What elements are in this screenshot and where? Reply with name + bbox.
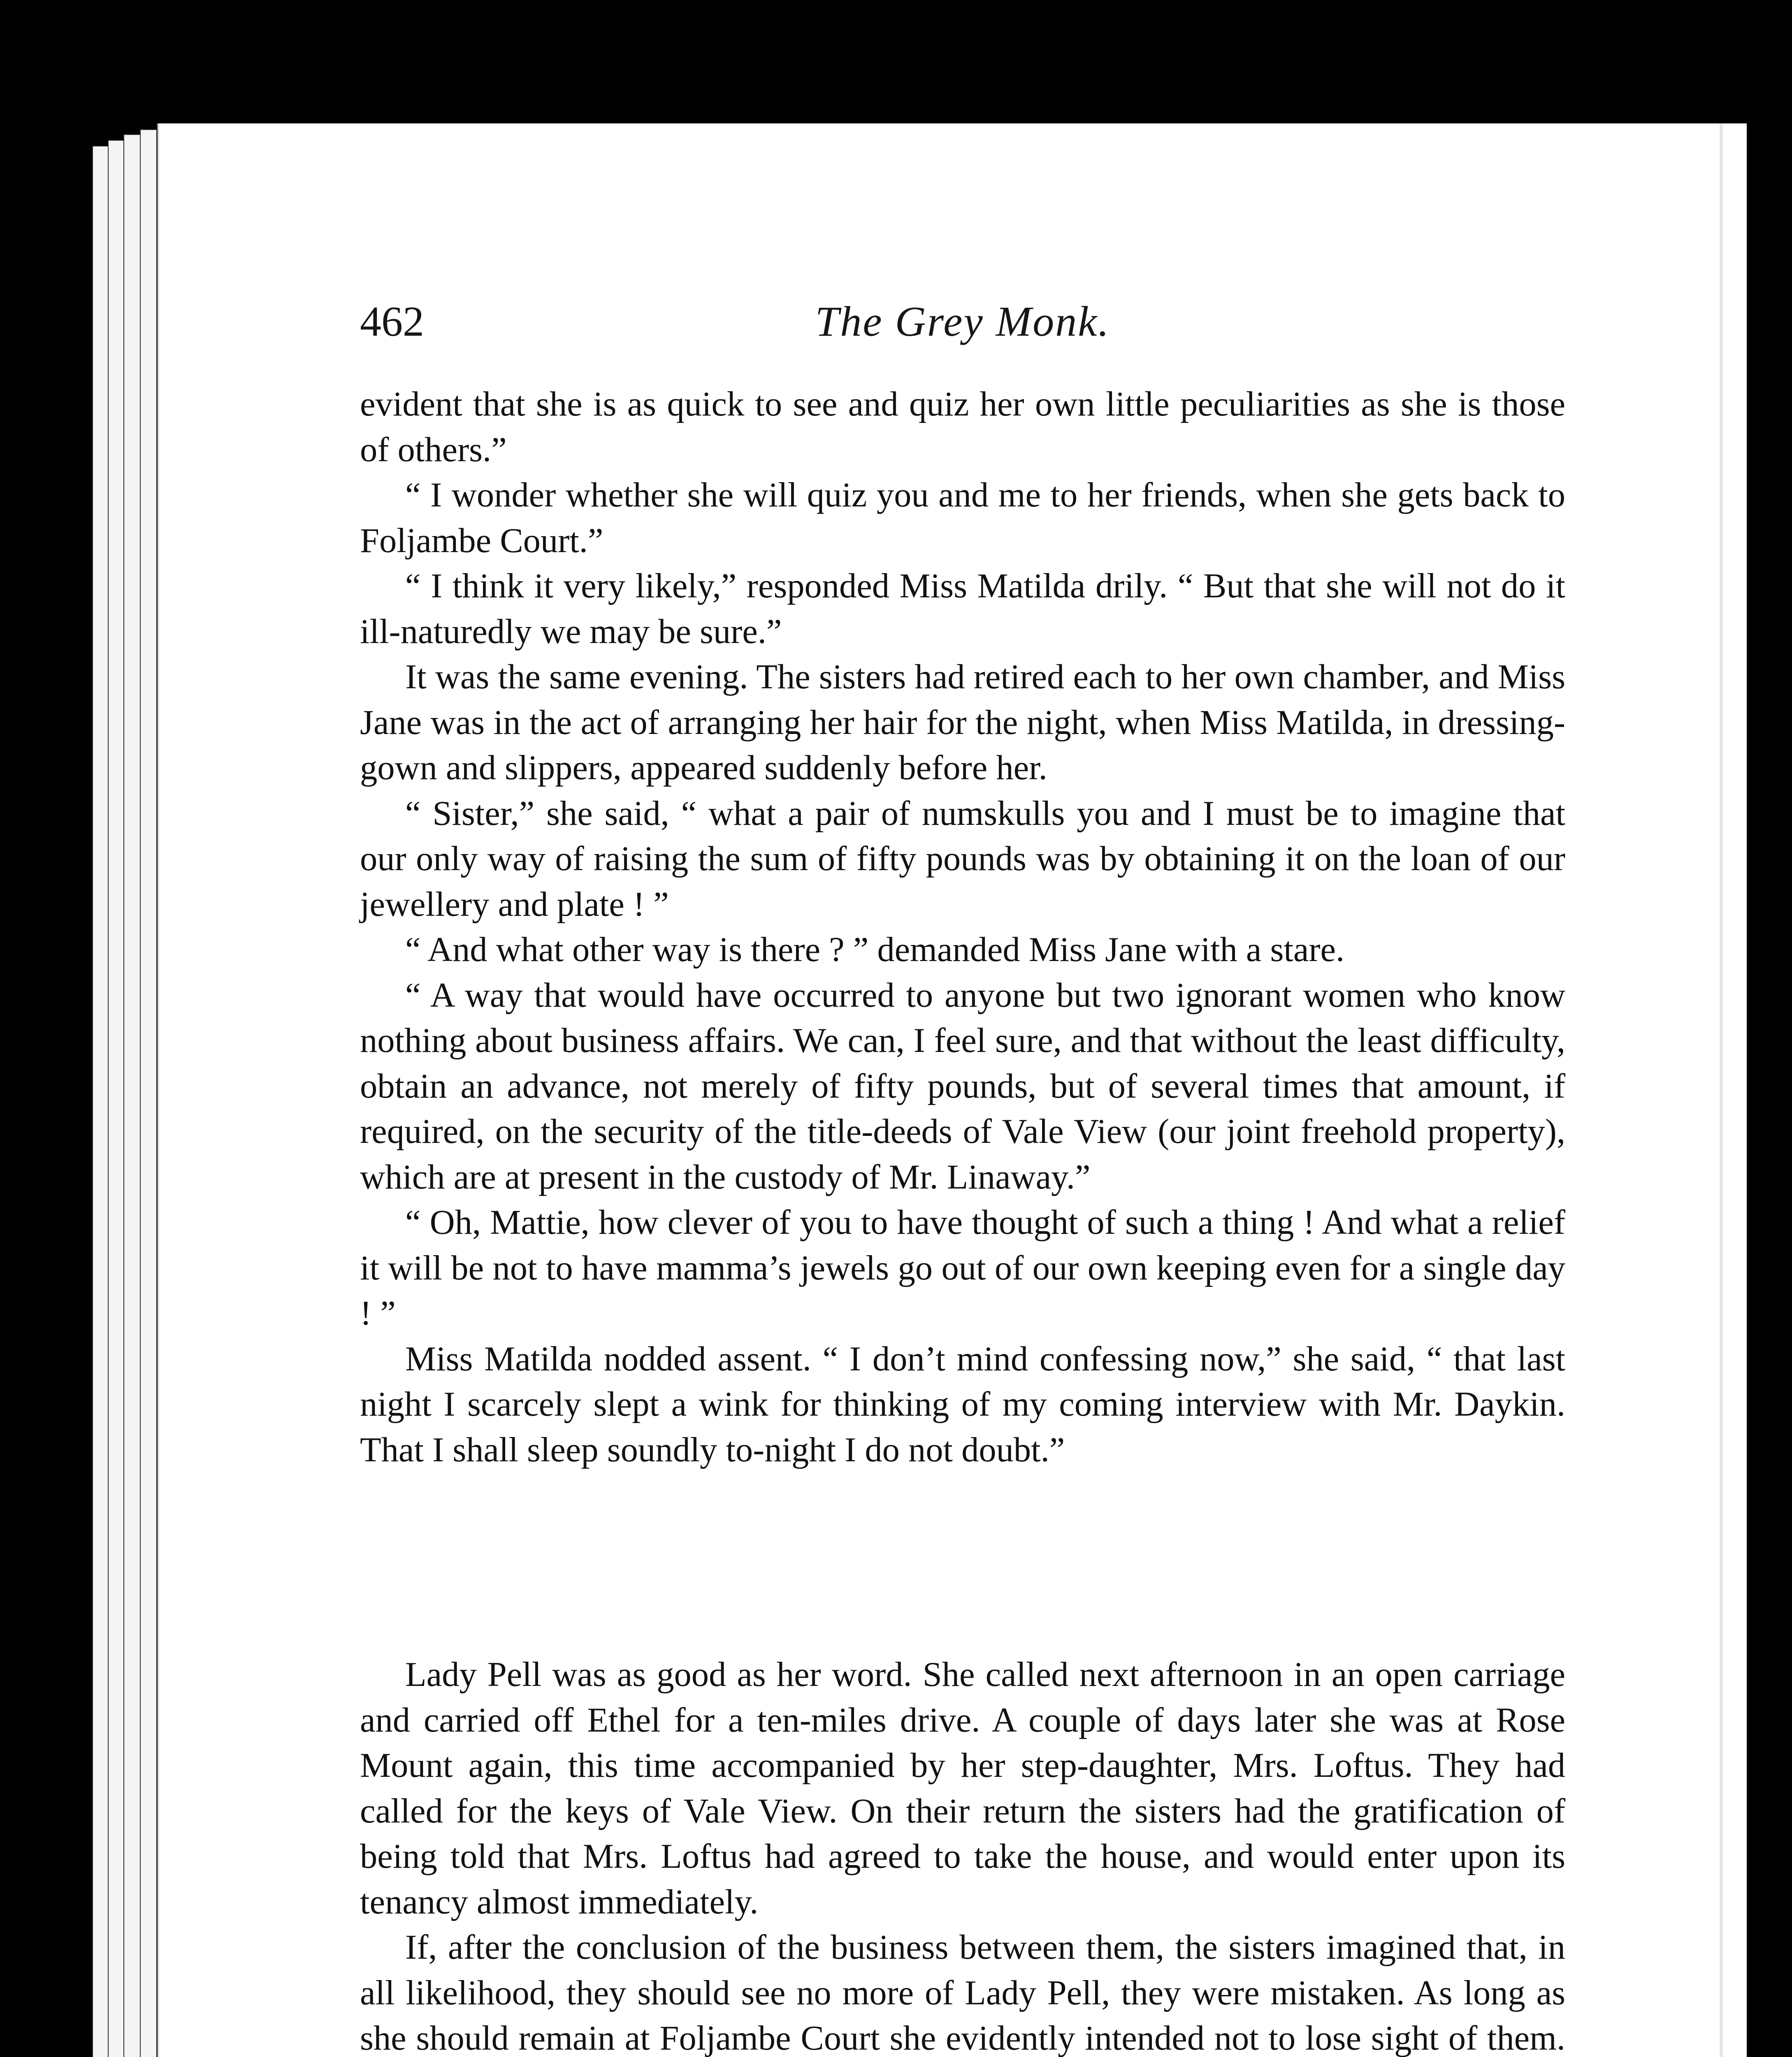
paragraph: “ I think it very likely,” responded Miss Matilda drily. “ But that she will not do it ill-naturedly we may be sure.” xyxy=(360,567,1565,651)
paragraph: “ And what other way is there ? ” demanded Miss Jane with a stare. xyxy=(405,931,1345,969)
paragraph: If, after the conclusion of the business between them, the sisters imagined that, in all likelihood, they should see no more of Lady Pell, they were mistaken. As long as she should remain at Foljambe Court she evidently intended not to lose sight of them. xyxy=(360,1928,1565,2057)
running-title: The Grey Monk. xyxy=(815,298,1110,345)
body-text-section-one xyxy=(360,382,1565,1473)
paragraph: “ A way that would have occurred to anyone but two ignorant women who know nothing about business affairs. We can, I feel sure, and that without the least difficulty, obtain an advance, not merely of fifty pounds, but of several times that amount, if required, on the security of the title-deeds of Vale View (our joint freehold property), which are at present in the custody of Mr. Linaway.” xyxy=(360,976,1565,1196)
body-text-section-two xyxy=(360,1652,1565,2057)
page-number: 462 xyxy=(360,298,424,345)
page-fold-shadow xyxy=(1720,123,1723,2057)
scan-right-margin xyxy=(1747,0,1792,2057)
paragraph: “ Sister,” she said, “ what a pair of numskulls you and I must be to imagine that our only way of raising the sum of fifty pounds was by obtaining it on the loan of our jewellery and plate ! ” xyxy=(360,794,1565,924)
paragraph: evident that she is as quick to see and quiz her own little peculiarities as she is those of others.” xyxy=(360,385,1565,469)
running-head xyxy=(360,293,1565,351)
paragraph: Lady Pell was as good as her word. She called next afternoon in an open carriage and carried off Ethel for a ten-miles drive. A couple of days later she was at Rose Mount again, this time accompanied by her step-daughter, Mrs. Loftus. They had called for the keys of Vale View. On their return the sisters had the gratification of being told that Mrs. Loftus had agreed to take the house, and would enter upon its tenancy almost immediately. xyxy=(360,1655,1565,1921)
paragraph: “ I wonder whether she will quiz you and me to her friends, when she gets back to Foljambe Court.” xyxy=(360,476,1565,560)
paragraph: “ Oh, Mattie, how clever of you to have thought of such a thing ! And what a relief it will be not to have mamma’s jewels go out of our own keeping even for a single day ! ” xyxy=(360,1203,1565,1333)
paragraph: It was the same evening. The sisters had retired each to her own chamber, and Miss Jane was in the act of arranging her hair for the night, when Miss Matilda, in dressing-gown and slippers, appeared suddenly before her. xyxy=(360,658,1565,787)
paragraph: Miss Matilda nodded assent. “ I don’t mind confessing now,” she said, “ that last night I scarcely slept a wink for thinking of my coming interview with Mr. Daykin. That I shall sleep soundly to-night I do not doubt.” xyxy=(360,1340,1565,1469)
